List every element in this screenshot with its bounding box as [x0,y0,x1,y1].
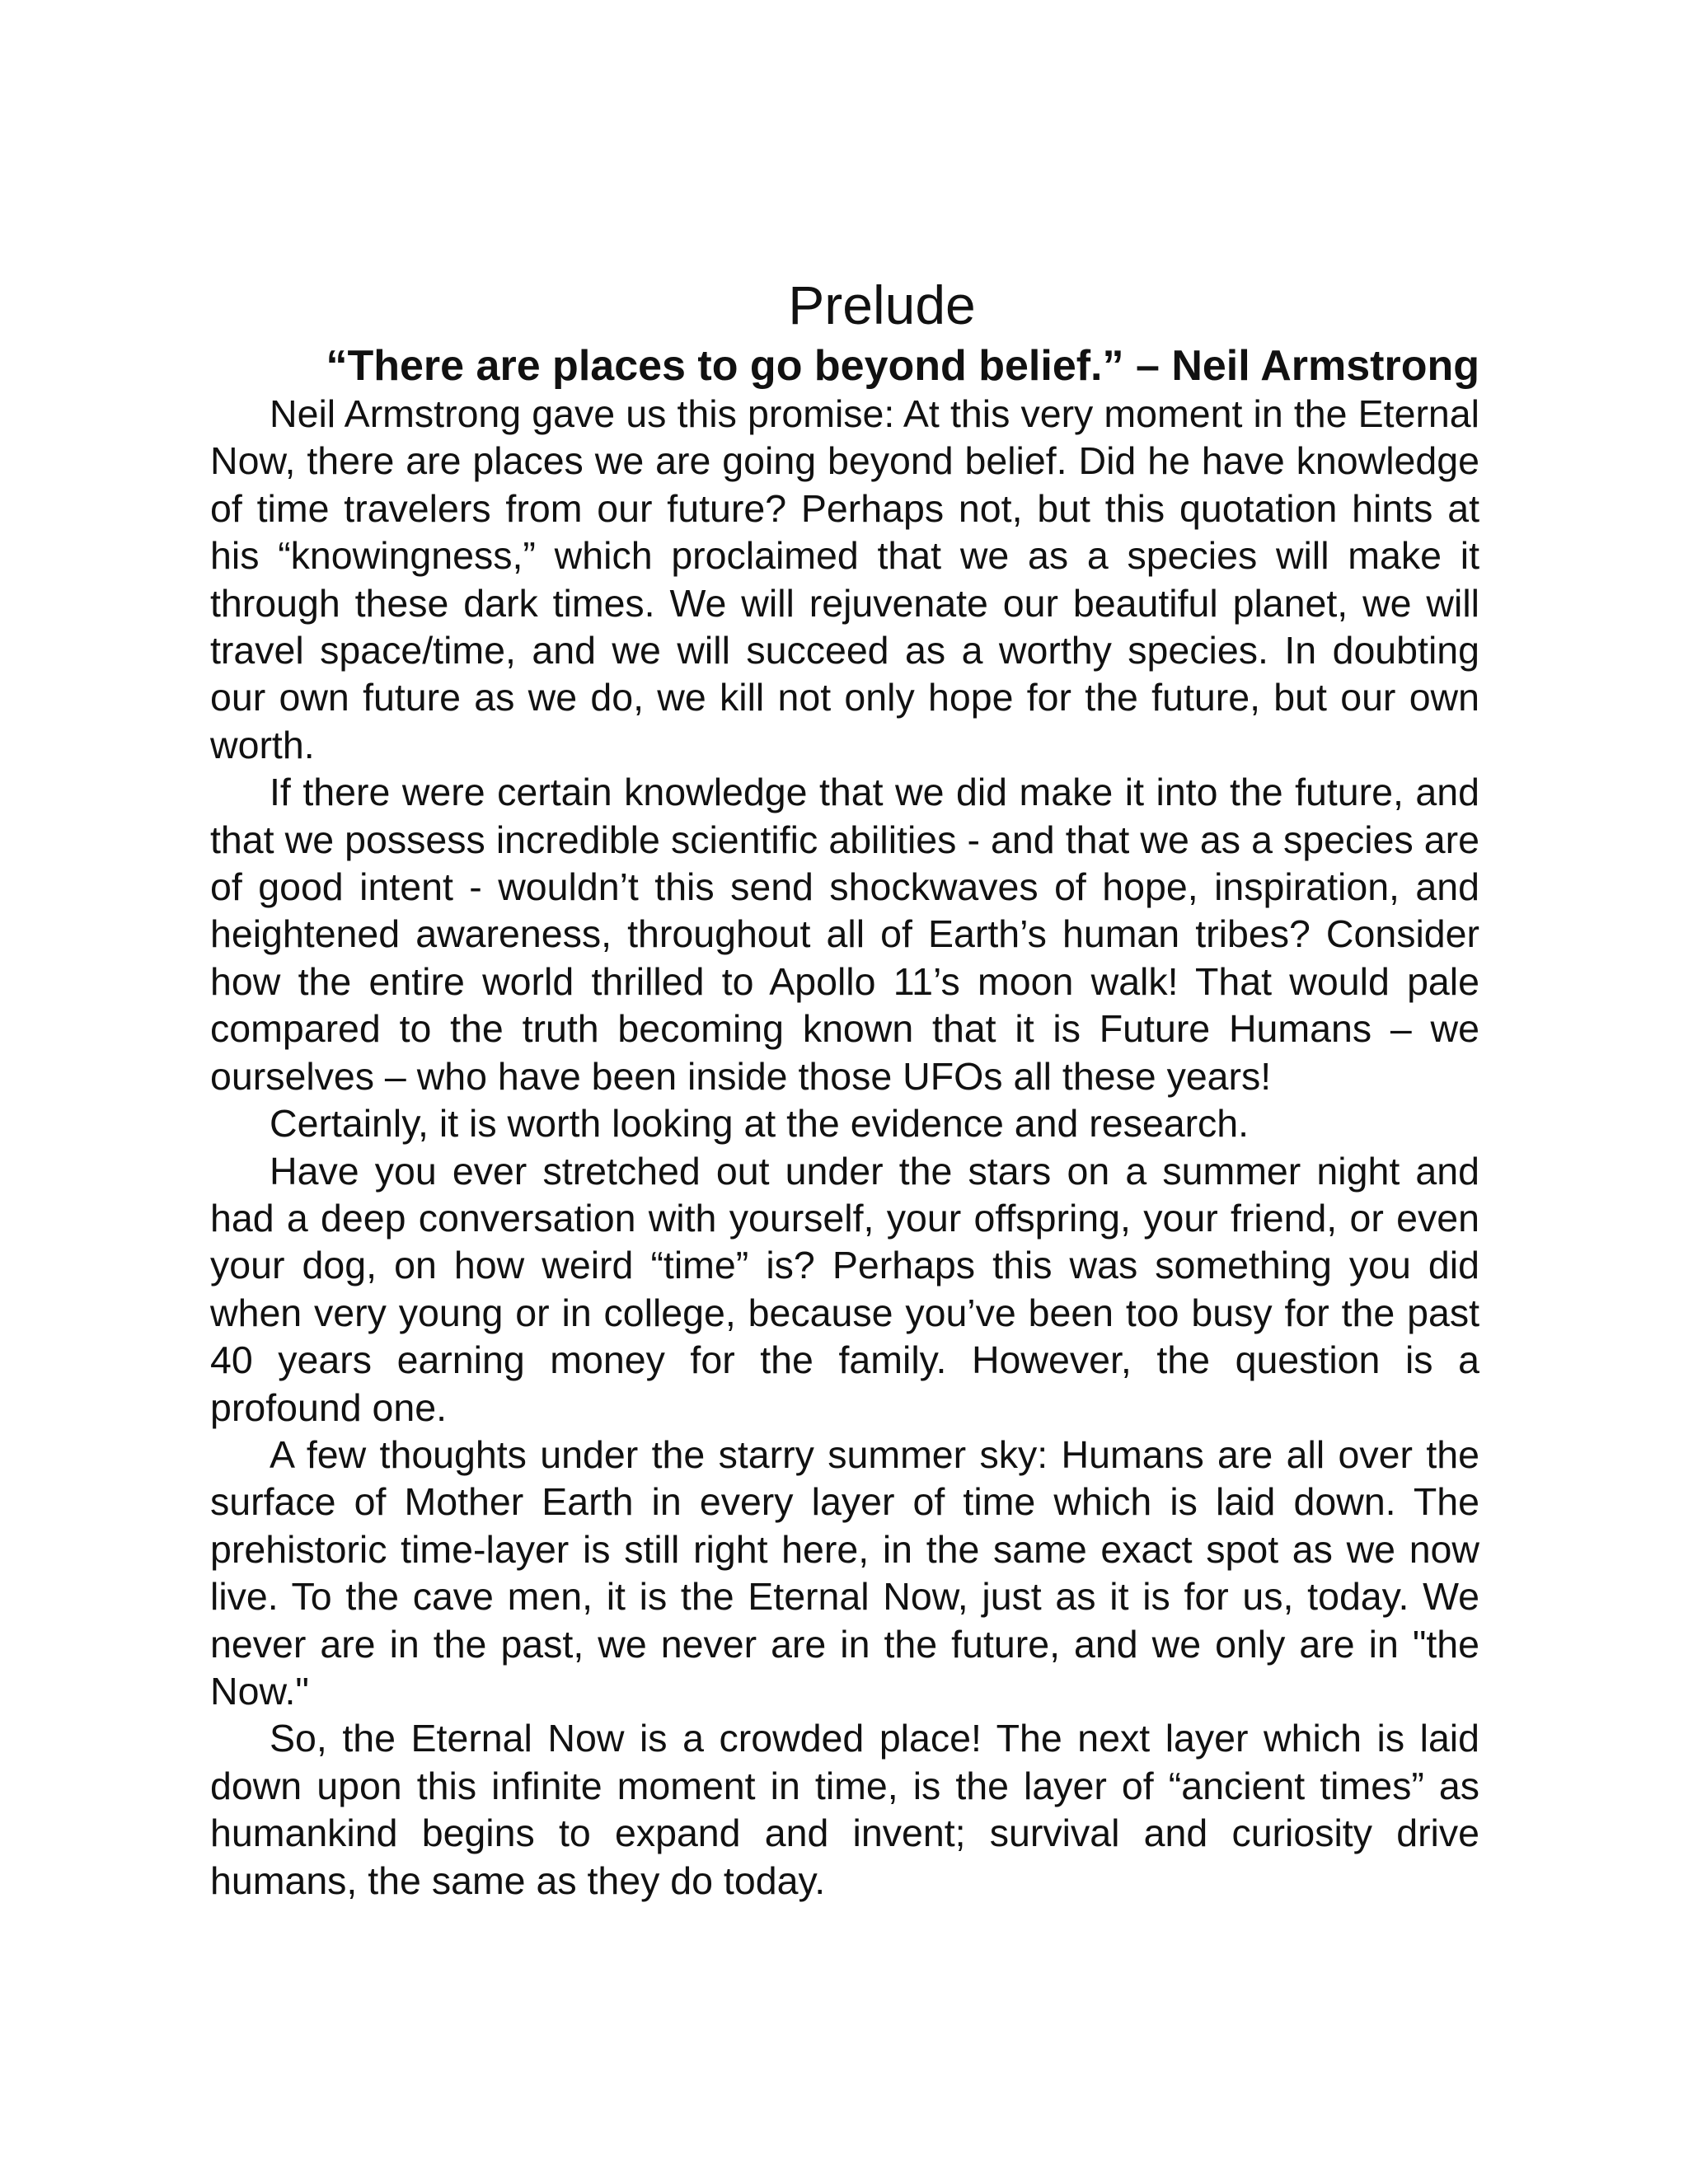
body-paragraph-1: Neil Armstrong gave us this promise: At this very moment in the Eternal Now, there are places we are going beyond belief. Did he have knowledge of time travelers from our future? Perhaps not, but this quotation hints at his “knowingness,” which proclaimed that we as a species will make it through these dark times. We will rejuvenate our beautiful planet, we will travel space/time, and we will succeed as a worthy species. In doubting our own future as we do, we kill not only hope for the future, but our own worth. [210,392,1479,766]
chapter-title: Prelude [788,274,976,335]
body-paragraph-3: Certainly, it is worth looking at the evidence and research. [270,1102,1250,1146]
body-paragraph-2: If there were certain knowledge that we did make it into the future, and that we possess incredible scientific abilities - and that we as a species are of good intent - wouldn’t this send shockwaves of hope, inspiration, and heightened awareness, throughout all of Earth’s human tribes? Consider how the entire world thrilled to Apollo 11’s moon walk! That would pale compared to the truth becoming known that it is Future Humans – we ourselves – who have been inside those UFOs all these years! [210,771,1479,1098]
page-content [210,272,1479,1905]
body-paragraph-6: So, the Eternal Now is a crowded place! The next layer which is laid down upon this infinite moment in time, is the layer of “ancient times” as humankind begins to expand and invent; survival and curiosity drive humans, the same as they do today. [210,1717,1479,1902]
epigraph-quote: “There are places to go beyond belief.” – Neil Armstrong [326,342,1479,390]
body-paragraph-4: Have you ever stretched out under the stars on a summer night and had a deep conversation with yourself, your offspring, your friend, or even your dog, on how weird “time” is? Perhaps this was something you did when very young or in college, because you’ve been too busy for the past 40 years earning money for the family. However, the question is a profound one. [210,1149,1479,1429]
body-paragraph-5: A few thoughts under the starry summer sky: Humans are all over the surface of Mother Earth in every layer of time which is laid down. The prehistoric time-layer is still right here, in the same exact spot as we now live. To the cave men, it is the Eternal Now, just as it is for us, today. We never are in the past, we never are in the future, and we only are in "the Now." [210,1432,1479,1713]
